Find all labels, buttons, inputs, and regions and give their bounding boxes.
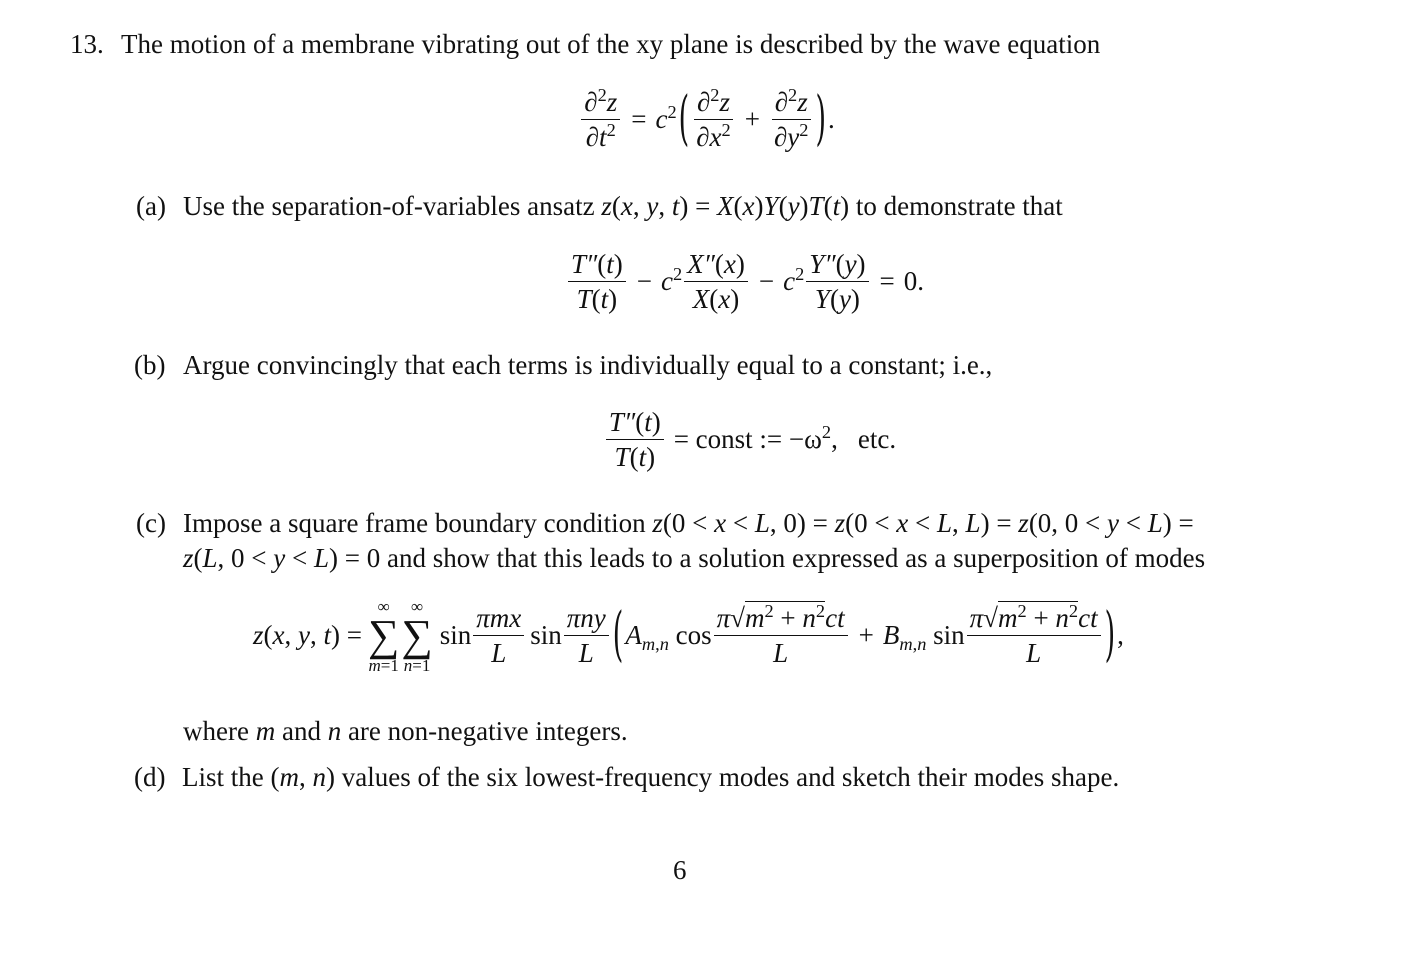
part-d-label: (d) — [134, 762, 166, 792]
part-a-label: (a) — [136, 191, 166, 221]
constant-equation: $\frac{T''(t)}{T(t)}$ = const := $-\omega^2$, etc. — [0, 408, 1414, 472]
page-number: 6 — [673, 855, 687, 885]
problem-intro: The motion of a membrane vibrating out of the xy plane is described by the wave equation — [121, 29, 1101, 59]
part-c-line2: z(L, 0 < y < L) = 0 and show that this leads to a solution expressed as a superposition of modes — [183, 543, 1206, 573]
part-c-after: where m and n are non-negative integers. — [183, 716, 628, 746]
part-d-text: List the (m, n) values of the six lowest-frequency modes and sketch their modes shape. — [182, 762, 1120, 792]
part-b-label: (b) — [134, 350, 166, 380]
ansatz-formula: z(x, y, t) = X(x)Y(y)T(t) — [601, 191, 850, 221]
separated-equation: $\frac{T''(t)}{T(t)}$ − $c^2$ $\frac{X''(x)}{X(x)}$ − $c^2$ $\frac{Y''(y)}{Y(y)}$ = 0. — [0, 250, 1414, 314]
wave-equation: $\frac{\partial^2z}{\partial t^2}$ = $c^2$ ( $\frac{\partial^2z}{\partial x^2}$ + $\frac{\partial^2z}{\partial y^2}$ ) . — [0, 88, 1414, 152]
part-b-text: Argue convincingly that each terms is individually equal to a constant; i.e., — [183, 350, 993, 380]
part-a-text: Use the separation-of-variables ansatz z(x, y, t) = X(x)Y(y)T(t) to demonstrate that — [183, 191, 1063, 221]
part-c-label: (c) — [136, 508, 166, 538]
mode-superposition-equation: z(x, y, t) = ∞ ∑ m=1 ∞ ∑ n=1 sin $\frac{\text{πmx}}{L}$ sin $\frac{\text{πny}}{L}$ ( $A_{m,n}$ cos $\frac{\pi√m^2 + n^2ct}{L}$ + $B_{m,n}$ sin $\frac{\pi√m^2 + n^2ct}{L}$ ) , — [253, 597, 1124, 675]
problem-number: 13. — [70, 29, 104, 59]
part-c-line1: Impose a square frame boundary condition z(0 < x < L, 0) = z(0 < x < L, L) = z(0, 0 < y < L) = — [183, 508, 1194, 538]
